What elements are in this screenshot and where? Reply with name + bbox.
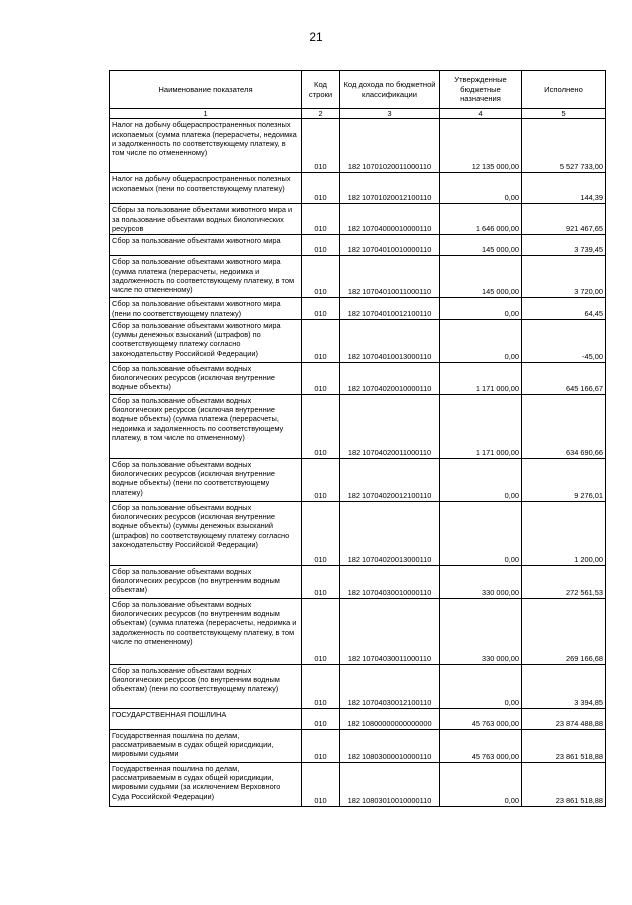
row-code: 010	[302, 729, 340, 762]
row-name: Сбор за пользование объектами животного мира (пени по соответствующему платежу)	[110, 298, 302, 320]
row-name: Сбор за пользование объектами водных биологических ресурсов (по внутренним водным объектам)	[110, 565, 302, 598]
row-approved: 145 000,00	[440, 256, 522, 298]
column-number: 2	[302, 109, 340, 119]
table-row	[110, 362, 606, 394]
row-executed: 3 394,85	[522, 664, 606, 708]
row-kbk: 182 10704000010000110	[340, 204, 440, 235]
row-name: Сбор за пользование объектами водных биологических ресурсов (по внутренним водным объектам) (пени по соответствующему платежу)	[110, 664, 302, 708]
table-row	[110, 319, 606, 362]
row-name: ГОСУДАРСТВЕННАЯ ПОШЛИНА	[110, 708, 302, 729]
row-executed: 9 276,01	[522, 458, 606, 501]
row-code: 010	[302, 119, 340, 173]
row-approved: 0,00	[440, 298, 522, 320]
table-row	[110, 565, 606, 598]
row-executed: 5 527 733,00	[522, 119, 606, 173]
row-kbk: 182 10701020012100110	[340, 173, 440, 204]
row-approved: 145 000,00	[440, 235, 522, 256]
table-row	[110, 762, 606, 806]
row-executed: 1 200,00	[522, 501, 606, 565]
row-kbk: 182 10803000010000110	[340, 729, 440, 762]
row-code: 010	[302, 298, 340, 320]
row-name: Налог на добычу общераспространенных полезных ископаемых (пени по соответствующему платежу)	[110, 173, 302, 204]
header-code: Код строки	[302, 71, 340, 109]
header-approved: Утвержденные бюджетные назначения	[440, 71, 522, 109]
table-row	[110, 119, 606, 173]
row-executed: 64,45	[522, 298, 606, 320]
row-kbk: 182 10704030010000110	[340, 565, 440, 598]
table-row	[110, 256, 606, 298]
row-name: Налог на добычу общераспространенных полезных ископаемых (сумма платежа (перерасчеты, недоимка и задолженность по соответствующему платежу, в том числе по отмененному)	[110, 119, 302, 173]
row-executed: 144,39	[522, 173, 606, 204]
row-approved: 0,00	[440, 319, 522, 362]
table-row	[110, 204, 606, 235]
table-row	[110, 394, 606, 458]
row-name: Сбор за пользование объектами водных биологических ресурсов (исключая внутренние водные объекты) (суммы денежных взысканий (штрафов) по соответствующему платежу согласно законодательству Российской Федерации)	[110, 501, 302, 565]
row-code: 010	[302, 762, 340, 806]
row-kbk: 182 10704020011000110	[340, 394, 440, 458]
page-number: 21	[309, 30, 323, 44]
row-name: Государственная пошлина по делам, рассматриваемым в судах общей юрисдикции, мировыми судьями (за исключением Верховного Суда Российской Федерации)	[110, 762, 302, 806]
table-row	[110, 708, 606, 729]
row-executed: 23 861 518,88	[522, 729, 606, 762]
row-kbk: 182 10704030011000110	[340, 598, 440, 664]
report-table	[109, 70, 606, 807]
table-row	[110, 664, 606, 708]
row-code: 010	[302, 362, 340, 394]
column-number: 5	[522, 109, 606, 119]
row-approved: 1 171 000,00	[440, 362, 522, 394]
table-row	[110, 598, 606, 664]
row-code: 010	[302, 458, 340, 501]
row-name: Сбор за пользование объектами водных биологических ресурсов (по внутренним водным объектам) (сумма платежа (перерасчеты, недоимка и задолженность по соответствующему платежу, в том числе по отмененному)	[110, 598, 302, 664]
row-name: Сбор за пользование объектами животного мира	[110, 235, 302, 256]
row-kbk: 182 10704010012100110	[340, 298, 440, 320]
row-executed: 645 166,67	[522, 362, 606, 394]
column-number: 4	[440, 109, 522, 119]
row-kbk: 182 10803010010000110	[340, 762, 440, 806]
column-number: 3	[340, 109, 440, 119]
row-approved: 12 135 000,00	[440, 119, 522, 173]
row-code: 010	[302, 235, 340, 256]
row-name: Сбор за пользование объектами водных биологических ресурсов (исключая внутренние водные объекты)	[110, 362, 302, 394]
row-name: Сбор за пользование объектами животного мира (сумма платежа (перерасчеты, недоимка и задолженность по соответствующему платежу, в том числе по отмененному)	[110, 256, 302, 298]
row-executed: -45,00	[522, 319, 606, 362]
row-name: Сбор за пользование объектами животного мира (суммы денежных взысканий (штрафов) по соответствующему платежу согласно законодательству Российской Федерации)	[110, 319, 302, 362]
table-row	[110, 458, 606, 501]
row-approved: 1 171 000,00	[440, 394, 522, 458]
row-kbk: 182 10701020011000110	[340, 119, 440, 173]
row-approved: 0,00	[440, 664, 522, 708]
row-name: Государственная пошлина по делам, рассматриваемым в судах общей юрисдикции, мировыми судьями	[110, 729, 302, 762]
row-name: Сбор за пользование объектами водных биологических ресурсов (исключая внутренние водные объекты) (пени по соответствующему платежу)	[110, 458, 302, 501]
table-row	[110, 173, 606, 204]
header-name: Наименование показателя	[110, 71, 302, 109]
row-executed: 634 690,66	[522, 394, 606, 458]
row-approved: 330 000,00	[440, 565, 522, 598]
header-row	[110, 71, 606, 109]
row-approved: 1 646 000,00	[440, 204, 522, 235]
row-kbk: 182 10704010013000110	[340, 319, 440, 362]
row-code: 010	[302, 565, 340, 598]
header-kbk: Код дохода по бюджетной классификации	[340, 71, 440, 109]
row-code: 010	[302, 664, 340, 708]
row-executed: 23 861 518,88	[522, 762, 606, 806]
row-code: 010	[302, 319, 340, 362]
header-executed: Исполнено	[522, 71, 606, 109]
row-code: 010	[302, 708, 340, 729]
row-approved: 45 763 000,00	[440, 708, 522, 729]
row-executed: 921 467,65	[522, 204, 606, 235]
table-row	[110, 501, 606, 565]
table-row	[110, 298, 606, 320]
row-code: 010	[302, 394, 340, 458]
row-approved: 0,00	[440, 458, 522, 501]
row-executed: 3 739,45	[522, 235, 606, 256]
row-approved: 0,00	[440, 762, 522, 806]
row-approved: 45 763 000,00	[440, 729, 522, 762]
row-name: Сбор за пользование объектами водных биологических ресурсов (исключая внутренние водные объекты) (сумма платежа (перерасчеты, недоимка и задолженность по соответствующему платежу, в том числе по отмененному)	[110, 394, 302, 458]
row-kbk: 182 10704010011000110	[340, 256, 440, 298]
row-name: Сборы за пользование объектами животного мира и за пользование объектами водных биологических ресурсов	[110, 204, 302, 235]
row-kbk: 182 10704010010000110	[340, 235, 440, 256]
row-kbk: 182 10704030012100110	[340, 664, 440, 708]
row-executed: 3 720,00	[522, 256, 606, 298]
row-kbk: 182 10800000000000000	[340, 708, 440, 729]
row-executed: 269 166,68	[522, 598, 606, 664]
table-row	[110, 235, 606, 256]
row-approved: 0,00	[440, 501, 522, 565]
row-executed: 23 874 488,88	[522, 708, 606, 729]
row-kbk: 182 10704020010000110	[340, 362, 440, 394]
row-code: 010	[302, 501, 340, 565]
row-code: 010	[302, 256, 340, 298]
column-number: 1	[110, 109, 302, 119]
row-approved: 330 000,00	[440, 598, 522, 664]
row-code: 010	[302, 598, 340, 664]
row-code: 010	[302, 173, 340, 204]
table-row	[110, 729, 606, 762]
row-executed: 272 561,53	[522, 565, 606, 598]
row-kbk: 182 10704020013000110	[340, 501, 440, 565]
row-code: 010	[302, 204, 340, 235]
column-number-row	[110, 109, 606, 119]
row-approved: 0,00	[440, 173, 522, 204]
row-kbk: 182 10704020012100110	[340, 458, 440, 501]
